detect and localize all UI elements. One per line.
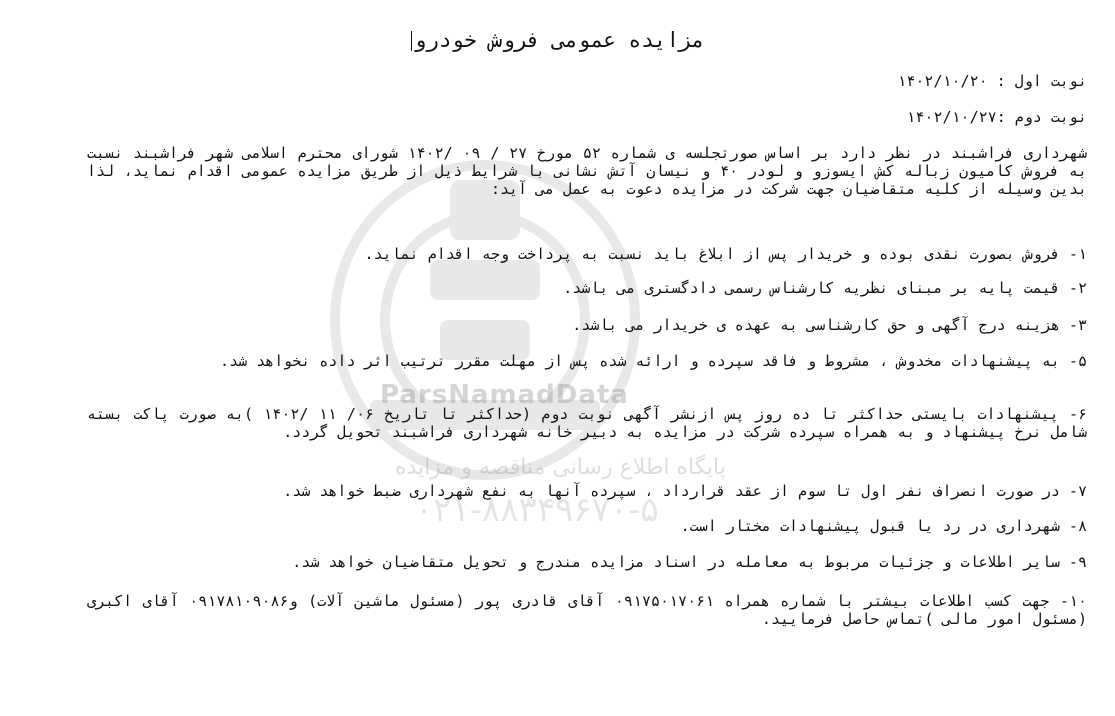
condition-item: ۵- به پیشنهادات مخدوش ، مشروط و فاقد سپرده و ارائه شده پس از مهلت مقرر ترتیب اثر داده نخواهد شد. xyxy=(220,352,1087,370)
watermark-phone: ۰۲۱-۸۸۳۴۹۶۷۰-۵ xyxy=(415,490,659,530)
watermark-subtitle: پایگاه اطلاع رسانی مناقصه و مزایده xyxy=(395,455,726,480)
notice-title-text: مزایده عمومی فروش خودرو xyxy=(413,28,705,52)
intro-paragraph: شهرداری فراشبند در نظر دارد بر اساس صورتجلسه ی شماره ۵۲ مورخ ۲۷ / ۰۹ /۱۴۰۲ شورای محترم اسلامی شهر فراشبند نسبت به فروش کامیون زباله کش ایسوزو و لودر ۴۰ و نیسان آتش نشانی با شرایط ذیل از طریق مزایده عمومی اقدام نماید، لذا بدین وسیله از کلیه متقاضیان جهت شرکت در مزایده دعوت به عمل می آید: xyxy=(87,144,1088,198)
watermark-brand: ParsNamadData xyxy=(380,380,629,410)
first-notice-date: نوبت اول : ۱۴۰۲/۱۰/۲۰ xyxy=(897,72,1087,90)
condition-item: ۷- در صورت انصراف نفر اول تا سوم از عقد قرارداد ، سپرده آنها به نفع شهرداری ضبط خواهد شد. xyxy=(283,482,1087,500)
parsnamad-watermark-logo xyxy=(300,150,670,530)
text-cursor xyxy=(411,31,412,51)
condition-item: ۶- پیشنهادات بایستی حداکثر تا ده روز پس ازنشر آگهی نوبت دوم (حداکثر تا تاریخ ۰۶/ ۱۱ /۱۴۰۲ )به صورت پاکت بسته شامل نرخ پیشنهاد و به همراه سپرده شرکت در مزایده به دبیر خانه شهرداری فراشبند تحویل گردد. xyxy=(87,405,1088,441)
notice-title xyxy=(0,28,1115,52)
condition-item: ۲- قیمت پایه بر مبنای نظریه کارشناس رسمی دادگستری می باشد. xyxy=(563,279,1087,297)
condition-item: ۸- شهرداری در رد یا قبول پیشنهادات مختار است. xyxy=(680,517,1087,535)
condition-item: ۹- سایر اطلاعات و جزئیات مربوط به معامله در اسناد مزایده مندرج و تحویل متقاضیان خواهد شد. xyxy=(292,553,1087,571)
condition-item: ۱- فروش بصورت نقدی بوده و خریدار پس از ابلاغ باید نسبت به پرداخت وجه اقدام نماید. xyxy=(364,245,1087,263)
second-notice-date: نوبت دوم :۱۴۰۲/۱۰/۲۷ xyxy=(906,108,1087,126)
condition-item: ۳- هزینه درج آگهی و حق کارشناسی به عهده ی خریدار می باشد. xyxy=(572,316,1087,334)
condition-item: ۱۰- جهت کسب اطلاعات بیشتر با شماره همراه ۰۹۱۷۵۰۱۷۰۶۱ آقای قادری پور (مسئول ماشین آلات) و۰۹۱۷۸۱۰۹۰۸۶ آقای اکبری (مسئول امور مالی )تماس حاصل فرمایید. xyxy=(87,592,1088,628)
